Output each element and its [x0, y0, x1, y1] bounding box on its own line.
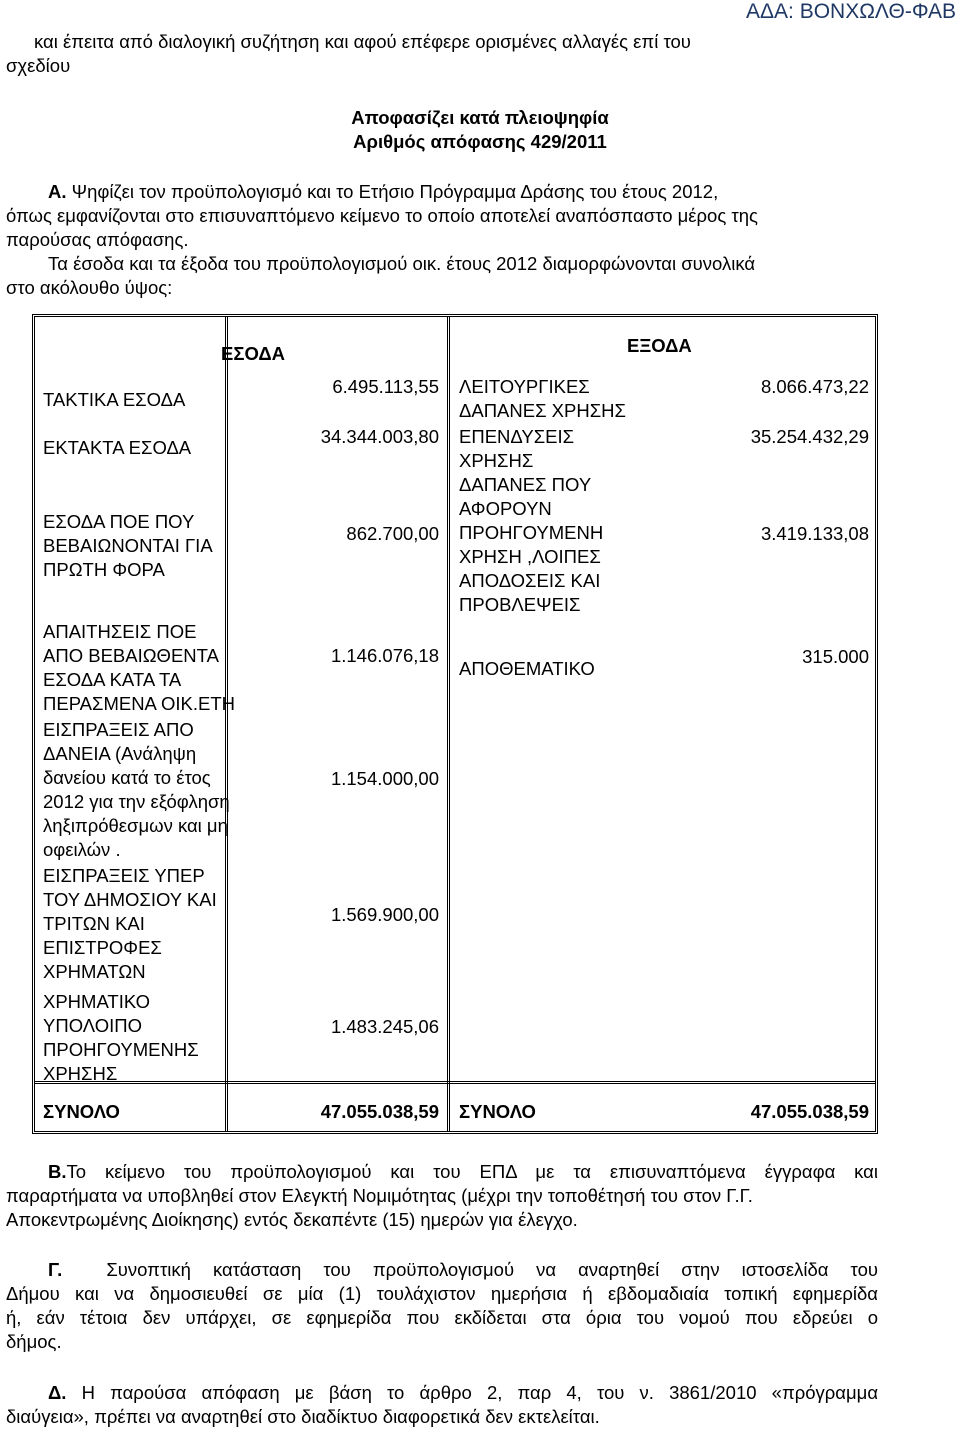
section-a-line: Τα έσοδα και τα έξοδα του προϋπολογισμού οικ. έτους 2012 διαμορφώνονται συνολικά — [48, 253, 756, 274]
expense-amount: 35.254.432,29 — [750, 426, 869, 447]
section-b-text: Το κείμενο του προϋπολογισμού και του ΕΠΔ με τα επισυναπτόμενα έγγραφα και — [66, 1161, 878, 1182]
ada-code: ΑΔΑ: ΒΟΝΧΩΛΘ-ΦΑΒ — [746, 0, 956, 23]
section-b-line: Αποκεντρωμένης Διοίκησης) εντός δεκαπέντε (15) ημερών για έλεγχο. — [6, 1209, 578, 1230]
section-a-line: στο ακόλουθο ύψος: — [6, 277, 173, 298]
expense-label: ΔΑΠΑΝΕΣ ΠΟΥ ΑΦΟΡΟΥΝ ΠΡΟΗΓΟΥΜΕΝΗ ΧΡΗΣΗ ,ΛΟΙΠΕΣ ΑΠΟΔΟΣΕΙΣ ΚΑΙ ΠΡΟΒΛΕΨΕΙΣ — [459, 474, 604, 615]
revenue-label: ΕΣΟΔΑ ΠΟΕ ΠΟΥ ΒΕΒΑΙΩΝΟΝΤΑΙ ΓΙΑ ΠΡΩΤΗ ΦΟΡΑ — [43, 511, 213, 580]
section-a-line: όπως εμφανίζονται στο επισυναπτόμενο κείμενο το οποίο αποτελεί αναπόσπαστο μέρος της — [6, 205, 758, 226]
revenue-amount: 1.483.245,06 — [330, 1016, 439, 1037]
revenue-amount: 1.154.000,00 — [330, 768, 439, 789]
intro-paragraph-2 — [6, 54, 870, 78]
expense-amount: 315.000 — [802, 646, 869, 667]
section-d-text: Η παρούσα απόφαση με βάση το άρθρο 2, παρ 4, του ν. 3861/2010 «πρόγραμμα — [81, 1382, 879, 1403]
revenue-label: ΧΡΗΜΑΤΙΚΟ ΥΠΟΛΟΙΠΟ ΠΡΟΗΓΟΥΜΕΝΗΣ ΧΡΗΣΗΣ — [43, 991, 199, 1084]
section-c-line — [6, 1258, 878, 1282]
section-a-letter: Α. — [48, 181, 67, 202]
total-revenue: 47.055.038,59 — [320, 1101, 439, 1122]
section-b-line: παραρτήματα να υποβληθεί στον Ελεγκτή Νομιμότητας (μέχρι την τοποθέτησή του στον Γ.Γ. — [6, 1185, 753, 1206]
revenue-label: ΕΚΤΑΚΤΑ ΕΣΟΔΑ — [43, 437, 192, 458]
decision-title: Αποφασίζει κατά πλειοψηφία — [351, 107, 609, 128]
expense-label: ΑΠΟΘΕΜΑΤΙΚΟ — [459, 658, 595, 679]
intro-paragraph — [34, 30, 878, 54]
expense-label: ΛΕΙΤΟΥΡΓΙΚΕΣ ΔΑΠΑΝΕΣ ΧΡΗΣΗΣ — [459, 376, 626, 421]
expense-label: ΕΠΕΝΔΥΣΕΙΣ ΧΡΗΣΗΣ — [459, 426, 575, 471]
revenue-label: ΕΙΣΠΡΑΞΕΙΣ ΑΠΟ ΔΑΝΕΙΑ (Ανάληψη δανείου κατά το έτος 2012 για την εξόφληση ληξιπρόθεσμων και μη οφειλών . — [43, 719, 230, 860]
revenue-label: ΑΠΑΙΤΗΣΕΙΣ ΠΟΕ ΑΠΟ ΒΕΒΑΙΩΘΕΝΤΑ ΕΣΟΔΑ ΚΑΤΑ ΤΑ ΠΕΡΑΣΜΕΝΑ ΟΙΚ.ΕΤΗ — [43, 621, 236, 714]
total-label-revenue: ΣΥΝΟΛΟ — [43, 1101, 120, 1122]
intro-line: και έπειτα από διαλογική συζήτηση και αφού επέφερε ορισμένες αλλαγές επί του — [34, 31, 691, 52]
revenue-amount: 862.700,00 — [346, 523, 439, 544]
revenue-amount: 34.344.003,80 — [320, 426, 439, 447]
section-a-line — [6, 180, 878, 204]
section-d-line — [6, 1381, 878, 1405]
revenue-amount: 6.495.113,55 — [332, 376, 439, 397]
section-a — [6, 180, 878, 300]
section-d-letter: Δ. — [48, 1382, 67, 1403]
revenue-label: ΕΙΣΠΡΑΞΕΙΣ ΥΠΕΡ ΤΟΥ ΔΗΜΟΣΙΟΥ ΚΑΙ ΤΡΙΤΩΝ ΚΑΙ ΕΠΙΣΤΡΟΦΕΣ ΧΡΗΜΑΤΩΝ — [43, 865, 217, 982]
intro-line: σχεδίου — [6, 55, 71, 76]
section-c-line: Δήμου και να δημοσιευθεί σε μία (1) τουλάχιστον ημερήσια ή εβδομαδιαία τοπική εφημερίδα — [6, 1283, 878, 1304]
section-b-letter: Β. — [48, 1161, 67, 1182]
budget-table — [32, 314, 878, 1134]
decision-number: Αριθμός απόφασης 429/2011 — [353, 131, 607, 152]
section-a-text: Ψηφίζει τον προϋπολογισμό και το Ετήσιο Πρόγραμμα Δράσης του έτους 2012, — [71, 181, 719, 202]
revenue-header: ΕΣΟΔΑ — [221, 343, 285, 364]
revenue-label: ΤΑΚΤΙΚΑ ΕΣΟΔΑ — [43, 389, 186, 410]
expense-amount: 3.419.133,08 — [760, 523, 869, 544]
section-a-line: παρούσας απόφασης. — [6, 229, 189, 250]
section-d-line: διαύγεια», πρέπει να αναρτηθεί στο διαδίκτυο διαφορετικά δεν εκτελείται. — [6, 1406, 600, 1427]
total-label-expense: ΣΥΝΟΛΟ — [459, 1101, 536, 1122]
expense-amount: 8.066.473,22 — [760, 376, 869, 397]
section-c-text: Συνοπτική κατάσταση του προϋπολογισμού να αναρτηθεί στην ιστοσελίδα του — [106, 1259, 879, 1280]
section-c-line: δήμος. — [6, 1331, 62, 1352]
section-d — [6, 1381, 878, 1429]
total-expense: 47.055.038,59 — [750, 1101, 869, 1122]
section-c-line: ή, εάν τέτοια δεν υπάρχει, σε εφημερίδα που εκδίδεται στα όρια του νομού που εδρεύει ο — [6, 1307, 878, 1328]
section-b — [6, 1160, 878, 1232]
section-c — [6, 1258, 878, 1354]
revenue-amount: 1.569.900,00 — [330, 904, 439, 925]
section-b-line — [6, 1160, 878, 1184]
section-c-letter: Γ. — [48, 1259, 63, 1280]
decision-heading — [0, 106, 960, 154]
revenue-amount: 1.146.076,18 — [330, 645, 439, 666]
expense-header: ΕΞΟΔΑ — [627, 335, 692, 356]
